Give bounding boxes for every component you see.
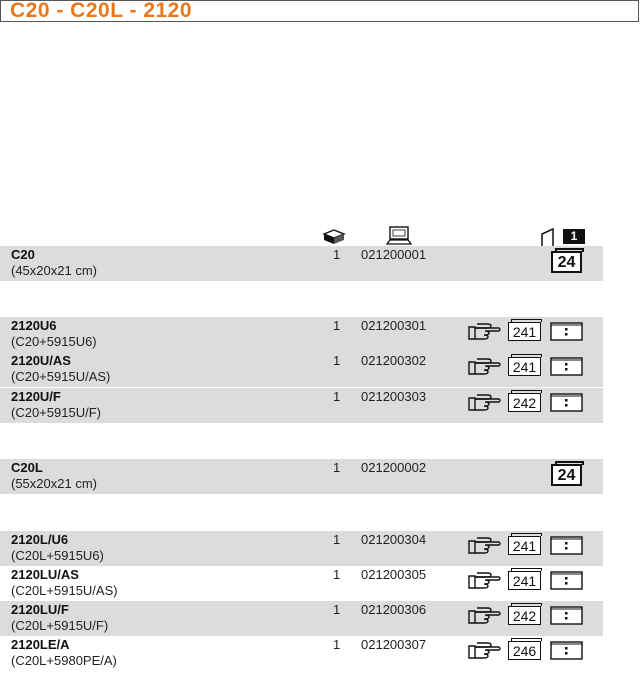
pointing-hand-icon [467, 356, 501, 378]
table-row [0, 317, 603, 352]
article-number: 021200302 [361, 353, 427, 368]
page-reference[interactable]: 241 [508, 357, 541, 376]
table-row [0, 246, 603, 281]
product-desc: (C20L+5915U6) [11, 548, 104, 563]
article-number: 021200002 [361, 460, 427, 475]
pointing-hand-icon [467, 392, 501, 414]
product-code: 2120L/U6 [11, 532, 69, 547]
table-row [0, 601, 603, 636]
product-code: C20L [11, 460, 43, 475]
product-code: 2120U/F [11, 389, 61, 404]
table-row [0, 388, 603, 423]
binder-icon [550, 571, 583, 590]
product-code: 2120U6 [11, 318, 57, 333]
computer-icon [386, 226, 412, 246]
article-number: 021200304 [361, 532, 427, 547]
package-icon [322, 228, 346, 246]
product-desc: (C20+5915U/F) [11, 405, 101, 420]
product-desc: (45x20x21 cm) [11, 263, 97, 278]
page-reference[interactable]: 242 [508, 393, 541, 412]
article-number: 021200307 [361, 637, 427, 652]
table-row [0, 459, 603, 494]
article-number: 021200305 [361, 567, 427, 582]
quantity: 1 [333, 567, 341, 582]
product-desc: (C20+5915U6) [11, 334, 97, 349]
page-reference[interactable]: 241 [508, 571, 541, 590]
pointing-hand-icon [467, 605, 501, 627]
page-reference[interactable]: 242 [508, 606, 541, 625]
article-number: 021200001 [361, 247, 427, 262]
page-reference[interactable]: 24 [551, 251, 582, 273]
pointing-hand-icon [467, 640, 501, 662]
product-desc: (C20L+5980PE/A) [11, 653, 117, 668]
pointing-hand-icon [467, 321, 501, 343]
quantity: 1 [333, 247, 341, 262]
binder-icon [550, 641, 583, 660]
article-number: 021200301 [361, 318, 427, 333]
quantity: 1 [333, 602, 341, 617]
quantity: 1 [333, 389, 341, 404]
product-code: 2120LU/F [11, 602, 69, 617]
table-row [0, 352, 603, 387]
pointing-hand-icon [467, 535, 501, 557]
page-reference[interactable]: 241 [508, 536, 541, 555]
product-desc: (C20L+5915U/F) [11, 618, 109, 633]
binder-icon [550, 536, 583, 555]
quantity: 1 [333, 353, 341, 368]
product-desc: (55x20x21 cm) [11, 476, 97, 491]
table-row [0, 636, 603, 671]
quantity: 1 [333, 460, 341, 475]
quantity: 1 [333, 318, 341, 333]
quantity: 1 [333, 532, 341, 547]
quantity: 1 [333, 637, 341, 652]
page-reference[interactable]: 241 [508, 322, 541, 341]
product-code: 2120LE/A [11, 637, 70, 652]
product-code: 2120U/AS [11, 353, 71, 368]
table-row [0, 531, 603, 566]
product-code: 2120LU/AS [11, 567, 79, 582]
product-desc: (C20L+5915U/AS) [11, 583, 118, 598]
title-bar [0, 0, 639, 22]
article-number: 021200306 [361, 602, 427, 617]
pointing-hand-icon [467, 570, 501, 592]
binder-icon [550, 393, 583, 412]
volume-badge: 1 [563, 229, 585, 244]
article-number: 021200303 [361, 389, 427, 404]
binder-icon [550, 322, 583, 341]
table-row [0, 566, 603, 601]
product-desc: (C20+5915U/AS) [11, 369, 111, 384]
product-code: C20 [11, 247, 35, 262]
page-title: C20 - C20L - 2120 [10, 0, 193, 22]
binder-icon [550, 606, 583, 625]
page-reference[interactable]: 24 [551, 464, 582, 486]
page-reference[interactable]: 246 [508, 641, 541, 660]
binder-icon [550, 357, 583, 376]
